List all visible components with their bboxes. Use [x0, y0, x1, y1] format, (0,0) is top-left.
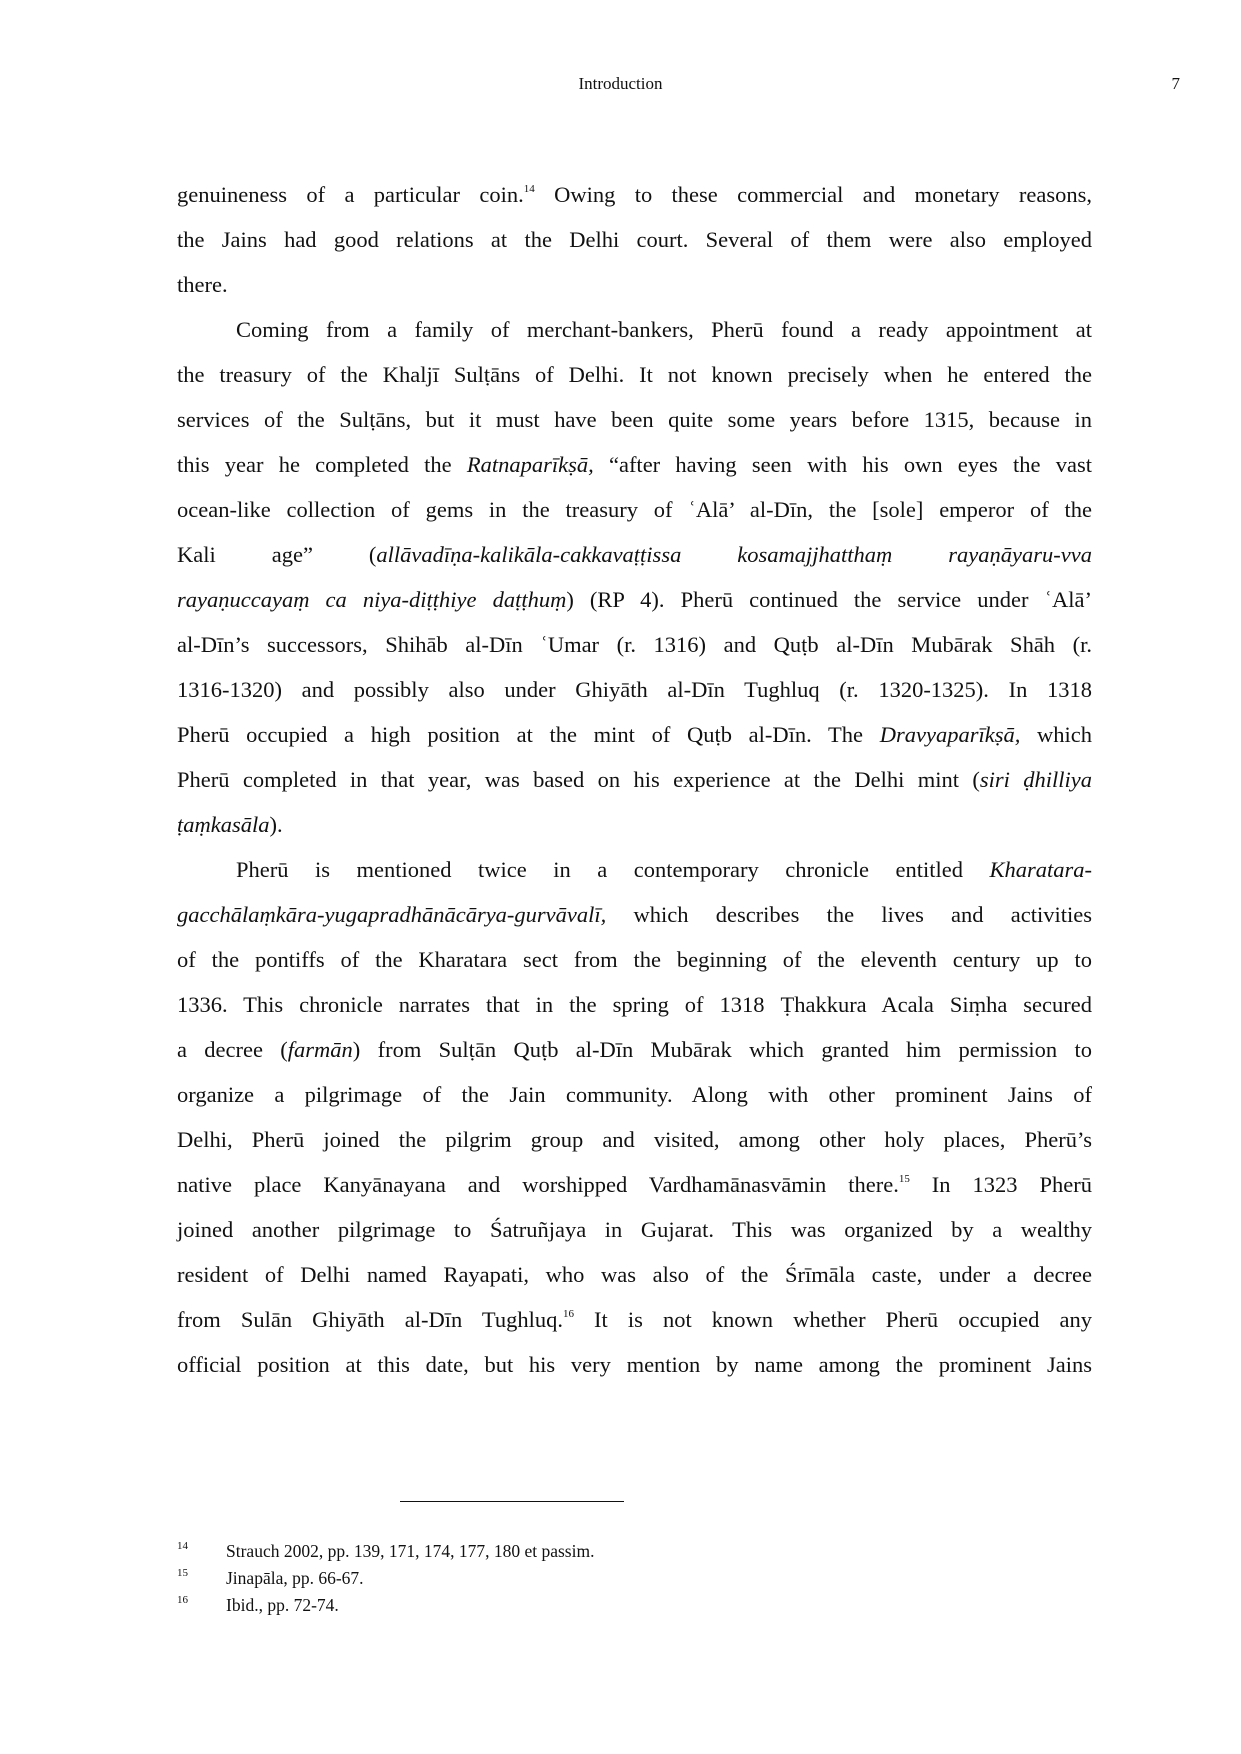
text-run: resident of Delhi named Rayapati, who was also of the Śrīmāla caste, under a decree	[177, 1262, 1092, 1287]
text-line	[177, 1297, 1092, 1342]
text-run: “after having seen with his own eyes the vast	[593, 452, 1092, 477]
text-run: ).	[269, 812, 283, 837]
text-line	[177, 577, 1092, 622]
italic-term: Kharatara-	[989, 857, 1092, 882]
text-run: In 1323 Pherū	[909, 1172, 1092, 1197]
italic-term: allāvadīṇa-kalikāla-cakkavaṭṭissa kosamajjhatthaṃ rayaṇāyaru-vva	[376, 542, 1092, 567]
running-head-title: Introduction	[578, 74, 663, 93]
italic-term: Dravyaparīkṣā,	[879, 722, 1021, 747]
footnote-text: Strauch 2002, pp. 139, 171, 174, 177, 180 et passim.	[226, 1541, 595, 1561]
text-line	[177, 487, 1092, 532]
text-line	[177, 442, 1092, 487]
text-run: Kali age” (	[177, 542, 377, 567]
text-line	[177, 172, 1092, 217]
text-run: from Sulān Ghiyāth al-Dīn Tughluq.	[177, 1307, 563, 1332]
footnote-15	[177, 1565, 977, 1592]
footnote-ref: 15	[898, 1173, 910, 1185]
italic-term: Ratnaparīkṣā,	[466, 452, 594, 477]
text-line	[177, 217, 1092, 262]
text-run: 1316-1320) and possibly also under Ghiyāth al-Dīn Tughluq (r. 1320-1325). In 1318	[177, 677, 1092, 702]
italic-term: farmān	[287, 1037, 353, 1062]
text-run: there.	[177, 272, 228, 297]
text-line	[177, 757, 1092, 802]
text-line	[177, 532, 1092, 577]
text-run: this year he completed the	[177, 452, 467, 477]
text-run: joined another pilgrimage to Śatruñjaya in Gujarat. This was organized by a wealthy	[177, 1217, 1092, 1242]
text-run: Pherū completed in that year, was based on his experience at the Delhi mint (	[177, 767, 980, 792]
text-run: ocean-like collection of gems in the treasury of ʿAlā’ al-Dīn, the [sole] emperor of the	[177, 497, 1092, 522]
text-run: It is not known whether Pherū occupied any	[573, 1307, 1092, 1332]
text-run: of the pontiffs of the Kharatara sect from the beginning of the eleventh century up to	[177, 947, 1092, 972]
text-line	[177, 1027, 1092, 1072]
text-run: Pherū is mentioned twice in a contemporary chronicle entitled	[236, 857, 990, 882]
text-run: ) (RP 4). Pherū continued the service under ʿAlā’	[566, 587, 1092, 612]
text-run: ) from Sulṭān Quṭb al-Dīn Mubārak which granted him permission to	[352, 1037, 1092, 1062]
text-line	[177, 667, 1092, 712]
footnote-text: Ibid., pp. 72-74.	[226, 1595, 339, 1615]
footnote-14	[177, 1538, 977, 1565]
text-line	[177, 1072, 1092, 1117]
text-run: the Jains had good relations at the Delhi court. Several of them were also employed	[177, 227, 1092, 252]
text-run: genuineness of a particular coin.	[177, 182, 524, 207]
text-line	[177, 622, 1092, 667]
text-run: native place Kanyānayana and worshipped Vardhamānasvāmin there.	[177, 1172, 899, 1197]
text-line	[177, 712, 1092, 757]
italic-term: rayaṇuccayaṃ ca niya-diṭṭhiye daṭṭhuṃ	[177, 587, 567, 612]
text-run: which	[1020, 722, 1092, 747]
text-line	[177, 1207, 1092, 1252]
italic-term: gacchālaṃkāra-yugapradhānācārya-gurvāvalī,	[177, 902, 607, 927]
text-line	[177, 892, 1092, 937]
text-run: al-Dīn’s successors, Shihāb al-Dīn ʿUmar (r. 1316) and Quṭb al-Dīn Mubārak Shāh (r.	[177, 632, 1092, 657]
footnote-text: Jinapāla, pp. 66-67.	[226, 1568, 364, 1588]
text-line	[177, 1162, 1092, 1207]
text-run: Owing to these commercial and monetary reasons,	[534, 182, 1092, 207]
text-line	[177, 352, 1092, 397]
footnote-number: 14	[177, 1540, 188, 1552]
text-run: a decree (	[177, 1037, 288, 1062]
text-line	[177, 307, 1092, 352]
text-line	[177, 847, 1092, 892]
text-line	[177, 982, 1092, 1027]
text-line	[177, 802, 1092, 847]
text-line	[177, 1342, 1092, 1387]
text-line	[177, 1252, 1092, 1297]
body-text	[177, 172, 1092, 1387]
italic-term: siri ḍhilliya	[979, 767, 1092, 792]
text-line	[177, 262, 1092, 307]
text-line	[177, 937, 1092, 982]
footnote-16	[177, 1592, 977, 1619]
footnote-number: 16	[177, 1594, 188, 1606]
text-line	[177, 397, 1092, 442]
text-run: official position at this date, but his very mention by name among the prominent Jains	[177, 1352, 1092, 1377]
text-run: organize a pilgrimage of the Jain community. Along with other prominent Jains of	[177, 1082, 1092, 1107]
text-run: services of the Sulṭāns, but it must have been quite some years before 1315, because in	[177, 407, 1092, 432]
footnote-number: 15	[177, 1567, 188, 1579]
text-line	[177, 1117, 1092, 1162]
page-number: 7	[1171, 74, 1180, 93]
footnotes	[177, 1538, 977, 1619]
text-run: Pherū occupied a high position at the mint of Quṭb al-Dīn. The	[177, 722, 880, 747]
text-run: Delhi, Pherū joined the pilgrim group and visited, among other holy places, Pherū’s	[177, 1127, 1092, 1152]
italic-term: ṭaṃkasāla	[177, 812, 270, 837]
text-run: which describes the lives and activities	[606, 902, 1092, 927]
footnote-ref: 14	[523, 183, 535, 195]
footnote-separator	[400, 1501, 624, 1502]
text-run: 1336. This chronicle narrates that in the spring of 1318 Ṭhakkura Acala Siṃha secured	[177, 992, 1092, 1017]
footnote-ref: 16	[562, 1308, 574, 1320]
text-run: Coming from a family of merchant-bankers, Pherū found a ready appointment at	[236, 317, 1092, 342]
text-run: the treasury of the Khaljī Sulṭāns of Delhi. It not known precisely when he entered the	[177, 362, 1092, 387]
